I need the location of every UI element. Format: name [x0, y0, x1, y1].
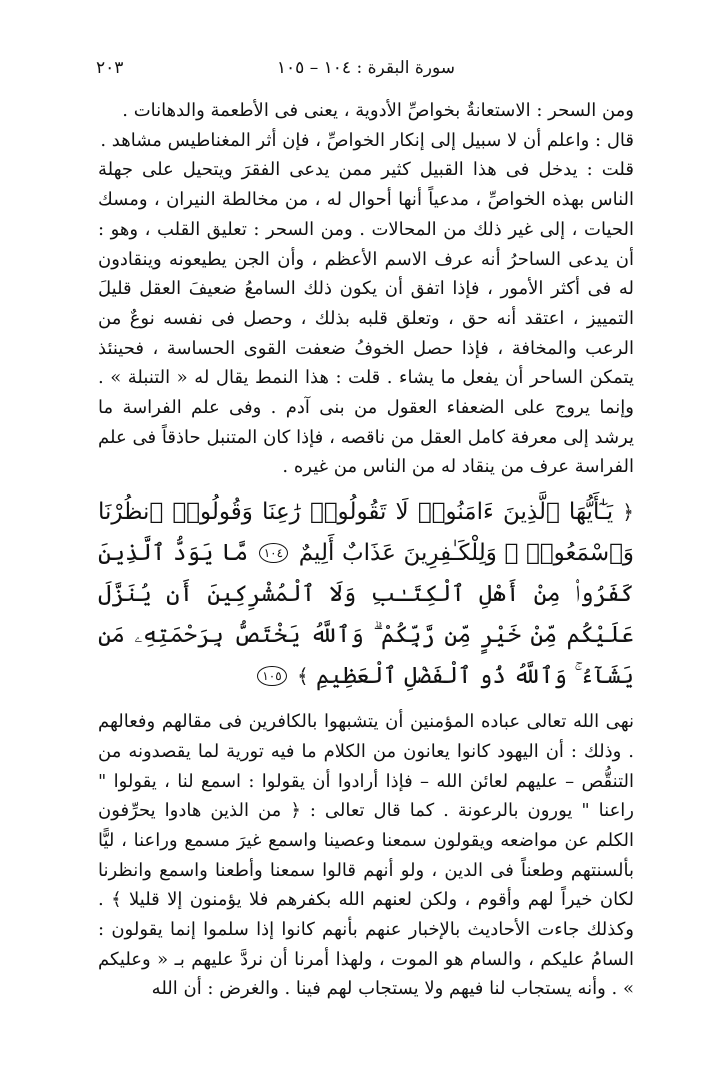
ayah-104-number: ١٠٤: [259, 543, 288, 563]
ayah-104-text: يَـٰٓأَيُّهَا ٱلَّذِينَ ءَامَنُوا۟ لَا تَقُولُوا۟ رَٰعِنَا وَقُولُوا۟ ٱنظُرْنَا وَٱسْمَعُوا۟ ۗ وَلِلْكَـٰفِرِينَ عَذَابٌ أَلِيمٌ: [98, 499, 635, 567]
page-number: ٢٠٣: [96, 58, 124, 78]
quran-verses: [98, 492, 634, 697]
paragraph-tafsir: نهى الله تعالى عباده المؤمنين أن يتشبهوا بالكافرين فى مقالهم وفعالهم . وذلك : أن اليهود كانوا يعانون من الكلام ما فيه تورية لما يقصدونه من التنقُّص – عليهم لعائن الله – فإذا أرادوا أن يقولوا : اسمع لنا ، يقولوا " راعنا " يورون بالرعونة . كما قال تعالى : ﴿ من الذين هادوا يحرِّفون الكلم عن مواضعه ويقولون سمعنا وعصينا واسمع غيرَ مسمع وراعنا ، ليًّا بألسنتهم وطعناً فى الدين ، ولو أنهم قالوا سمعنا وأطعنا واسمع وانظرنا لكان خيراً لهم وأقوم ، ولكن لعنهم الله بكفرهم فلا يؤمنون إلا قليلا ﴾ . وكذلك جاءت الأحاديث بالإخبار عنهم بأنهم كانوا إذا سلموا إنما يقولون : السامُ عليكم ، والسام هو الموت ، ولهذا أمرنا أن نردَّ عليهم بـ « وعليكم » . وأنه يستجاب لنا فيهم ولا يستجاب لهم فينا . والغرض : أن الله: [98, 711, 634, 1000]
paragraph-tanbala: قلت : يدخل فى هذا القبيل كثير ممن يدعى الفقرَ ويتحيل على جهلة الناس بهذه الخواصِّ ، مدعياً أنها أحوال له ، من مخالطة النيران ، ومسك الحيات ، إلى غير ذلك من المحالات . ومن السحر : تعليق القلب ، وهو : أن يدعى الساحرُ أنه عرف الاسم الأعظم ، وأن الجن يطيعونه وينقادون له فى أكثر الأمور ، فإذا اتفق أن يكون ذلك السامعُ ضعيفَ العقل قليلَ التمييز ، اعتقد أنه حق ، وتعلق قلبه بذلك ، وحصل فى نفسه نوعٌ من الرعب والمخافة ، فإذا حصل الخوفُ ضعفت القوى الحساسة ، فحينئذ يتمكن الساحر أن يفعل ما يشاء . قلت : هذا النمط يقال له « التنبلة » . وإنما يروج على الضعفاء العقول من بنى آدم . وفى علم الفراسة ما يرشد إلى معرفة كامل العقل من ناقصه ، فإذا كان المتنبل حاذقاً فى علم الفراسة عرف من ينقاد له من الناس من غيره .: [98, 159, 635, 478]
ayah-105-number: ١٠٥: [257, 666, 286, 686]
body-text: [98, 96, 634, 1004]
paragraph-magnet: قال : واعلم أن لا سبيل إلى إنكار الخواصِّ ، فإن أثر المغناطيس مشاهد .: [100, 129, 634, 151]
quran-open-bracket: ﴿: [622, 500, 634, 525]
ayah-105-text: مَّا يَوَدُّ ٱلَّذِينَ كَفَرُوا۟ مِنْ أَهْلِ ٱلْكِتَـٰبِ وَلَا ٱلْمُشْرِكِينَ أَن يُنَزَّلَ عَلَيْكُم مِّنْ خَيْرٍ مِّن رَّبِّكُمْ ۗ وَٱللَّهُ يَخْتَصُّ بِرَحْمَتِهِۦ مَن يَشَآءُ ۚ وَٱللَّهُ ذُو ٱلْفَضْلِ ٱلْعَظِيمِ: [98, 540, 634, 690]
surah-title: سورة البقرة : ١٠٤ – ١٠٥: [276, 58, 456, 78]
quran-close-bracket: ﴾: [296, 664, 309, 689]
paragraph-sihr-medicines: ومن السحر : الاستعانةُ بخواصِّ الأدوية ، يعنى فى الأطعمة والدهانات .: [122, 100, 634, 121]
running-header: [96, 58, 636, 84]
